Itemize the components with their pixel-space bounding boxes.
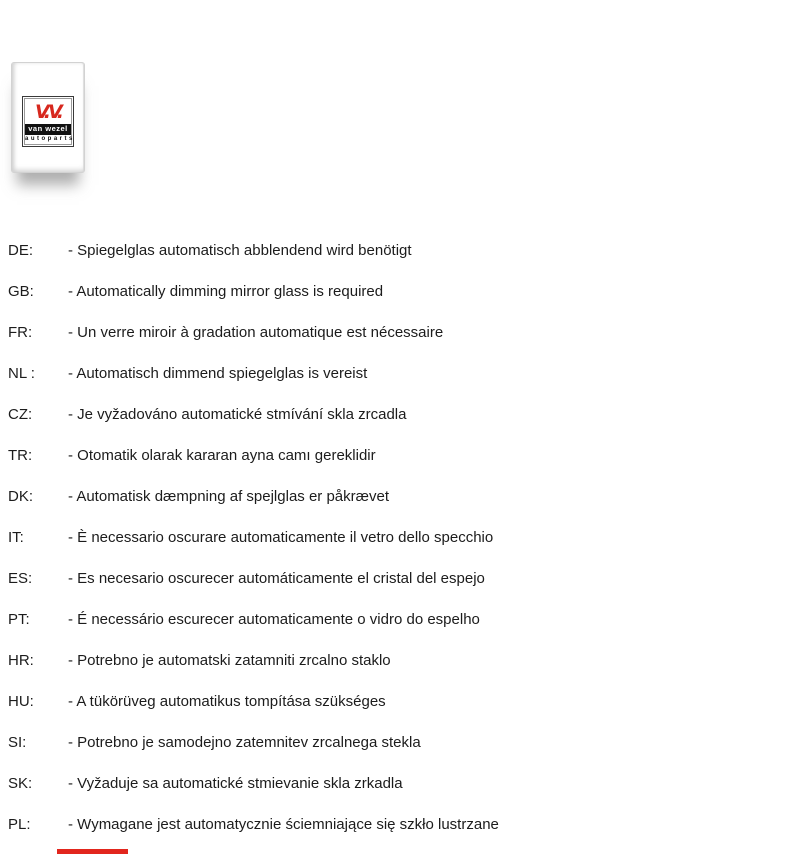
translation-text: - Es necesario oscurecer automáticamente el cristal del espejo	[68, 570, 485, 587]
van-wezel-tagline: autoparts	[25, 136, 75, 142]
translation-text: - Potrebno je automatski zatamniti zrcalno staklo	[68, 652, 391, 669]
translation-text: - Spiegelglas automatisch abblendend wird benötigt	[68, 242, 412, 259]
translation-text: - Automatically dimming mirror glass is required	[68, 283, 384, 300]
van-wezel-monogram-icon: V.V.	[35, 101, 61, 123]
translation-text: - É necessário escurecer automaticamente o vidro do espelho	[68, 611, 480, 628]
language-code: PT:	[8, 611, 30, 628]
translation-row-tr	[8, 435, 788, 476]
translation-text: - Automatisk dæmpning af spejlglas er påkrævet	[68, 488, 389, 505]
language-code: NL :	[8, 365, 35, 382]
van-wezel-logo	[22, 96, 74, 147]
translation-text: - Vyžaduje sa automatické stmievanie skla zrkadla	[68, 775, 403, 792]
language-code: SI:	[8, 734, 27, 751]
translation-row-it	[8, 517, 788, 558]
van-wezel-brand-name: van wezel	[25, 124, 71, 134]
language-code: FR:	[8, 324, 33, 341]
language-code: SK:	[8, 775, 33, 792]
translation-row-de	[8, 230, 788, 271]
translation-text: - Je vyžadováno automatické stmívání skla zrcadla	[68, 406, 407, 423]
translation-list	[8, 230, 788, 845]
van-wezel-product-box	[11, 62, 85, 173]
translation-row-pl	[8, 804, 788, 845]
language-code: TR:	[8, 447, 33, 464]
translation-row-sk	[8, 763, 788, 804]
language-code: DK:	[8, 488, 34, 505]
translation-text: - Automatisch dimmend spiegelglas is vereist	[68, 365, 368, 382]
translation-text: - Wymagane jest automatycznie ściemniające się szkło lustrzane	[68, 816, 499, 833]
translation-text: - È necessario oscurare automaticamente il vetro dello specchio	[68, 529, 494, 546]
translation-row-pt	[8, 599, 788, 640]
language-code: PL:	[8, 816, 31, 833]
language-code: GB:	[8, 283, 34, 300]
translation-row-hu	[8, 681, 788, 722]
translation-row-es	[8, 558, 788, 599]
translation-row-si	[8, 722, 788, 763]
language-code: HR:	[8, 652, 34, 669]
language-code: ES:	[8, 570, 33, 587]
translation-text: - Un verre miroir à gradation automatique est nécessaire	[68, 324, 444, 341]
language-code: HU:	[8, 693, 34, 710]
translation-text: - A tükörüveg automatikus tompítása szükséges	[68, 693, 386, 710]
translation-text: - Otomatik olarak kararan ayna camı gereklidir	[68, 447, 376, 464]
translation-text: - Potrebno je samodejno zatemnitev zrcalnega stekla	[68, 734, 421, 751]
cropped-red-element	[57, 849, 128, 854]
translation-row-cz	[8, 394, 788, 435]
language-code: IT:	[8, 529, 24, 546]
translation-row-gb	[8, 271, 788, 312]
translation-row-dk	[8, 476, 788, 517]
translation-row-hr	[8, 640, 788, 681]
language-code: CZ:	[8, 406, 33, 423]
translation-row-fr	[8, 312, 788, 353]
van-wezel-logo-frame	[24, 98, 75, 145]
language-code: DE:	[8, 242, 34, 259]
translation-row-nl	[8, 353, 788, 394]
